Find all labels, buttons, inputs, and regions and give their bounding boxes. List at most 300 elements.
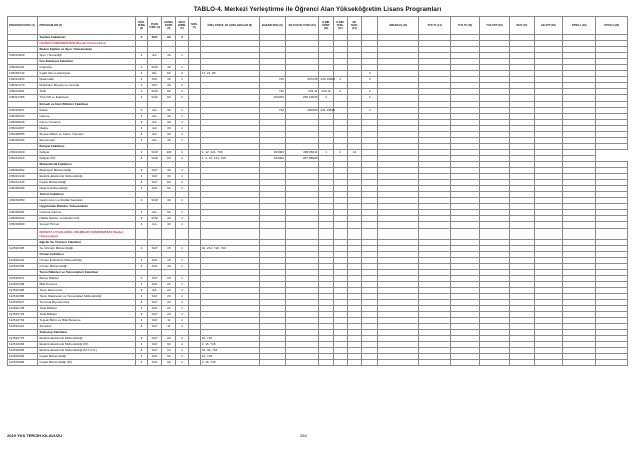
program-code-cell: 112510224 [8,257,38,263]
table-cell: 1 [176,299,188,305]
table-cell: SAY [148,263,162,269]
table-cell: 16, 718 [200,354,259,360]
table-cell: 367236 [285,77,318,83]
program-name-cell: Elektrik-Elektronik Mühendisliği (İÖ) [38,342,135,348]
table-cell: 1 [176,222,188,228]
program-code-cell: 105290099 [8,222,38,228]
program-code-cell: 112510732 [8,318,38,324]
column-header: KPSS-2 (20) [596,17,628,35]
table-cell: 60 [162,89,176,95]
table-cell: 15 [162,257,176,263]
program-name-cell: Gastronomi ve Mutfak Sanatları [38,198,135,204]
table-cell: 60 [162,360,176,366]
program-name-cell: Tarla Bitkileri [38,306,135,312]
table-cell [596,143,628,149]
table-cell [200,228,259,239]
table-cell: 4 [135,336,147,342]
table-cell: 1 [176,174,188,180]
column-header: AB AYP (18) [534,17,562,35]
program-code-cell: 105210229 [8,149,38,155]
program-name-cell: İlahiyat [38,149,135,155]
table-cell: SÖZ [148,155,162,161]
table-cell: 1 [176,312,188,318]
program-name-cell: Turizm Fakültesi [38,192,135,198]
table-cell: EA [148,53,162,59]
table-cell: EA [148,107,162,113]
program-name-cell: Tarla Bitkileri [38,312,135,318]
program-name-cell: Coğrafya [38,65,135,71]
table-cell: EA [148,131,162,137]
table-cell: 4 [135,245,147,251]
program-code-cell: 112510728 [8,306,38,312]
table-cell: EA [148,125,162,131]
table-cell: 4 [135,71,147,77]
table-cell: 1 [176,263,188,269]
program-code-cell: 112510962 [8,354,38,360]
table-cell: 60 [162,342,176,348]
table-cell [596,360,628,366]
table-cell: SAY [148,180,162,186]
column-header: O.BİR. KONT. (11) [319,17,333,35]
column-header: KPSS-1 (19) [562,17,595,35]
column-header: ÖZEL KOŞUL VE AÇIKLAMALAR (8) [200,17,259,35]
table-cell [188,228,200,239]
table-cell: 4 [135,287,147,293]
column-header: TUS T1 (14) [418,17,450,35]
table-cell: 4 [135,318,147,324]
table-cell: 4 [135,198,147,204]
program-name-cell: Moleküler Biyoloji ve Genetik [38,83,135,89]
table-cell: 4 [135,348,147,354]
table-cell [362,228,378,239]
table-cell: 4 [135,342,147,348]
table-cell: 2, 16, 718 [200,360,259,366]
program-name-cell: Tarım Makineleri ve Teknolojileri Mühendisliği [38,293,135,299]
table-cell: 4 [176,149,188,155]
table-cell: 4 [135,107,147,113]
table-cell: 4 [135,263,147,269]
table-cell: 740 [259,89,285,95]
program-name-cell: Orman Endüstrisi Mühendisliği [38,257,135,263]
table-cell: 406200 [259,95,285,101]
table-cell: 4 [135,281,147,287]
program-code-cell: 112510395 [8,287,38,293]
table-cell: 4 [135,275,147,281]
table-cell: 1 [176,83,188,89]
table-cell: 4 [135,186,147,192]
table-cell: 4 [135,299,147,305]
table-cell: 40 [162,65,176,71]
table-cell: 20 [162,281,176,287]
program-code-cell: 105210156 [8,95,38,101]
program-name-cell: Bitki Koruma [38,281,135,287]
program-name-cell: Elektrik-Elektronik Mühendisliği [38,336,135,342]
program-name-cell: Siyaset Bilimi ve Kamu Yönetimi [38,131,135,137]
table-cell: 740 [259,77,285,83]
table-cell: 230,19803 [320,77,336,82]
table-cell: SAY [148,293,162,299]
table-cell: 3 [176,35,188,41]
column-header: BAŞARI SIRA (9) [259,17,285,35]
table-cell: 2 [362,89,378,95]
table-cell: 4 [135,306,147,312]
table-cell [510,360,534,366]
column-header: PROGRAM ADI (2) [38,17,135,35]
program-name-cell: Matematik [38,77,135,83]
column-header: GENEL KONT. (5) [162,17,176,35]
program-code-cell: 105210333 [8,77,38,83]
table-cell: 4 [135,155,147,161]
table-cell: SAY [148,281,162,287]
table-cell: 1 [176,216,188,222]
table-cell [333,228,347,239]
table-cell: EA [148,210,162,216]
program-name-cell: Mühendislik Fakültesi [38,161,135,167]
table-cell: 12 [347,149,361,155]
program-code-cell: 112510846 [8,348,38,354]
table-cell: 1, 12, 121, 708 [200,149,259,155]
table-cell: 2 [176,354,188,360]
table-cell: 1 [176,293,188,299]
table-cell [562,360,595,366]
table-cell: 60 [162,180,176,186]
table-cell: 60 [162,155,176,161]
program-name-cell: Su Ürünleri Mühendisliği [38,245,135,251]
table-cell [534,360,562,366]
table-cell [319,360,333,366]
table-cell: 3 [176,71,188,77]
table-cell: SAY [148,306,162,312]
table-cell: 1 [176,306,188,312]
table-cell: 4 [135,174,147,180]
table-cell: 20 [162,287,176,293]
program-code-cell: 105210229 [8,155,38,161]
table-cell: 2 [333,77,347,83]
table-cell: 60 [162,336,176,342]
program-name-cell: ÜÇÜNCÜ ÜNİVERSİTESİ (Devlet Üniversitesi) [38,41,135,47]
table-cell: 60 [162,186,176,192]
table-cell: SÖZ [148,65,162,71]
program-name-cell: Maliye [38,125,135,131]
table-cell: 1 [176,125,188,131]
program-name-cell: Sosyal Hizmet [38,222,135,228]
table-cell: 287,08906 [285,155,318,161]
programs-table [7,16,628,366]
table-cell: 4 [135,312,147,318]
table-cell: 4 [135,257,147,263]
program-name-cell: İktisat [38,107,135,113]
table-cell: 30 [162,107,176,113]
table-cell: 4 [135,210,147,216]
table-cell: SAY [148,360,162,366]
table-cell: 1 [176,245,188,251]
program-name-cell: İktisadi ve İdari Bilimler Fakültesi [38,101,135,107]
program-name-cell: Gümrük İşletme [38,210,135,216]
table-cell [162,228,176,239]
column-header: PUAN TÜRÜ (4) [148,17,162,35]
table-cell: 1 [176,119,188,125]
table-cell: SAY [148,312,162,318]
table-cell [534,228,562,239]
table-cell: 17, 21, 89 [200,71,259,77]
program-code-cell: 105290742 [8,71,38,77]
table-cell: 4 [135,89,147,95]
column-header: YERL. (7) [188,17,200,35]
program-code-cell: 105290362 [8,168,38,174]
program-code-cell: 105210144 [8,180,38,186]
column-header: ÖĞR. SÜRE (3) [135,17,147,35]
table-cell [562,228,595,239]
table-cell: SAY [148,342,162,348]
table-cell: 30 [162,174,176,180]
table-cell: EA [148,119,162,125]
program-code-cell: 105210179 [8,83,38,89]
table-cell: 4 [135,113,147,119]
table-cell: SAY [148,299,162,305]
table-cell: 20 [162,275,176,281]
program-code-cell: 105210297 [8,125,38,131]
program-name-cell: Tarımsal Biyoteknoloji [38,299,135,305]
table-cell: 1 [176,53,188,59]
program-code-cell: 112510071 [8,275,38,281]
table-cell [479,228,509,239]
table-cell: 4 [135,149,147,155]
program-name-cell: Halkla İlişkiler ve Reklamcılık [38,216,135,222]
program-name-cell: İnşaat Mühendisliği [38,354,135,360]
column-header: PROGRAM KODU (1) [8,17,38,35]
program-name-cell: Spor Yöneticiliği [38,53,135,59]
table-cell: SAY [148,348,162,354]
table-cell [188,360,200,366]
university-row [8,228,628,239]
program-name-cell: Elektrik-Elektronik Mühendisliği [38,174,135,180]
program-name-cell: Toprak Bilimi ve Bitki Besleme [38,318,135,324]
table-cell: SAY [148,318,162,324]
table-cell: 60 [162,35,176,41]
table-cell: 2, 16, 718 [200,342,259,348]
table-cell [596,228,628,239]
table-cell: SAY [148,83,162,89]
table-cell: SÖZ [148,198,162,204]
table-cell: 1 [176,137,188,143]
table-cell: 30 [162,77,176,83]
table-cell: SAY [148,324,162,330]
program-code-cell: 112510308 [8,281,38,287]
table-cell: 60 [162,95,176,101]
table-cell [378,228,419,239]
program-code-cell: 105290343 [8,113,38,119]
table-cell: 1 [176,324,188,330]
table-cell: 4 [135,360,147,366]
table-cell: SAY [148,174,162,180]
table-cell: 2 [176,155,188,161]
table-cell: 1 [176,65,188,71]
table-cell: 14 [162,348,176,354]
table-cell: SÖZ [148,89,162,95]
program-name-cell: İnşaat Mühendisliği (İÖ) [38,360,135,366]
table-cell: 1 [176,318,188,324]
program-name-cell: Teknoloji Fakültesi [38,330,135,336]
program-code-cell: 105290049 [8,119,38,125]
program-code-cell: 105290334 [8,137,38,143]
table-cell: 2 [333,149,347,155]
program-code-cell: 112510335 [8,263,38,269]
table-cell: 30 [162,137,176,143]
table-cell [333,360,347,366]
program-name-cell: Toplam Fakülteler [38,35,135,41]
table-cell: 60 [162,354,176,360]
table-cell [418,360,450,366]
table-cell: 181006 [259,149,285,155]
program-code-cell: 105210081 [8,89,38,95]
table-cell: 234,11 [319,89,333,95]
table-cell: SÖZ [148,95,162,101]
program-code-cell: 105290291 [8,210,38,216]
table-cell: 740 [259,107,285,113]
table-cell: SAY [148,275,162,281]
table-cell: 2 [333,89,347,95]
table-cell: 2 [176,95,188,101]
program-code-cell: 105290266 [8,186,38,192]
program-code-cell: 112510386 [8,293,38,299]
program-code-cell: 112510421 [8,324,38,330]
table-cell: DİL [148,71,162,77]
column-header: O.BİR. YERL. (12) [333,17,347,35]
table-cell: 40 [162,198,176,204]
table-cell: 140 [162,149,176,155]
table-cell: 4 [135,65,147,71]
program-code-cell: 112510847 [8,299,38,305]
table-cell: 2 [362,95,378,101]
table-cell: 4 [135,77,147,83]
program-code-cell [8,228,38,239]
table-cell: SAY [148,35,162,41]
table-cell: SÖZ [148,149,162,155]
table-cell [319,228,333,239]
table-cell: 11 [162,318,176,324]
column-header [362,17,378,35]
program-name-cell: Orman Fakültesi [38,251,135,257]
table-cell: 4 [135,137,147,143]
table-cell [135,228,147,239]
table-cell [259,228,285,239]
table-cell: 1 [319,149,333,155]
program-code-cell: 105210149 [8,174,38,180]
program-code-cell: 112510393 [8,342,38,348]
table-cell: SAY [148,257,162,263]
program-name-cell: Uygulamalı Bilimler Yüksekokulu [38,204,135,210]
table-cell: 1 [176,281,188,287]
table-cell [285,360,318,366]
table-cell: 32, 231, 718, 740 [200,245,259,251]
program-name-cell: Fen-Edebiyat Fakültesi [38,59,135,65]
table-cell: 4 [135,83,147,89]
table-cell [451,228,479,239]
program-name-cell: Zootekni [38,324,135,330]
program-name-cell: Beden Eğitimi ve Spor Yüksekokulu [38,47,135,53]
program-name-cell: Elektrik-Elektronik Mühendisliği (M.T.O.K.) [38,348,135,354]
program-name-cell: Kamu Yönetimi [38,119,135,125]
column-header: ARKADAŞ (14) [378,17,419,35]
program-code-cell: 105290259 [8,198,38,204]
table-cell: 4 [362,107,378,113]
table-cell: 20 [162,293,176,299]
column-header: OKUL BİRİN. (6) [176,17,188,35]
program-code-cell: 105210047 [8,107,38,113]
table-cell [451,360,479,366]
table-header-row [8,17,628,35]
table-cell: 1 [176,287,188,293]
table-cell: 234,11 [285,89,318,95]
table-cell: 3 [362,77,378,83]
page-title: TABLO-4. Merkezi Yerleştirme ile Öğrenci Alan Yükseköğretim Lisans Programları [193,6,442,13]
table-cell: 400330 [285,107,318,113]
table-row [8,360,628,366]
table-cell: 40 [162,216,176,222]
program-name-cell: Eğirdir Su Ürünleri Fakültesi [38,239,135,245]
table-cell: 2 [319,95,333,101]
program-name-cell: ISPARTA UYGULAMALI BİLİMLER ÜNİVERSİTESİ (Devlet Üniversitesi) [38,228,135,239]
table-cell: 234300 [259,155,285,161]
table-cell: 30 [162,83,176,89]
table-cell: 6 [135,35,147,41]
table-cell: 2 [176,186,188,192]
program-name-cell: Bahçe Bitkileri [38,275,135,281]
table-cell: 1 [176,210,188,216]
program-name-cell: Tarih [38,89,135,95]
table-cell: 266,19649 [285,95,318,101]
footer-guide-title: 2019 YKS TERCİH KILAVUZU [7,433,63,438]
column-header: TUS KTP (16) [479,17,509,35]
table-cell: 2 [176,89,188,95]
table-cell: SAY [148,354,162,360]
table-cell [362,360,378,366]
program-code-cell: 105290255 [8,131,38,137]
table-cell: EA [148,113,162,119]
table-cell: 40 [162,168,176,174]
table-cell: 1 [176,257,188,263]
table-cell: 20 [162,306,176,312]
program-name-cell: Orman Mühendisliği [38,263,135,269]
table-cell: 1 [176,168,188,174]
table-cell: 20 [162,299,176,305]
table-cell [347,228,361,239]
table-cell: 4 [135,324,147,330]
program-code-cell: 112510775 [8,336,38,342]
column-header: DUS (17) [510,17,534,35]
program-code-cell: 112510723 [8,312,38,318]
table-cell: 60 [162,71,176,77]
table-cell: 4 [135,293,147,299]
table-cell [418,228,450,239]
table-cell [510,228,534,239]
program-name-cell: İşletme [38,113,135,119]
program-code-cell: 105290241 [8,65,38,71]
program-name-cell: Makine Mühendisliği [38,186,135,192]
table-body [8,35,628,366]
table-cell: 30 [162,131,176,137]
table-cell: 15 [162,245,176,251]
program-name-cell: Tarım Ekonomisi [38,287,135,293]
table-cell: SAY [148,77,162,83]
table-cell: 2 [176,180,188,186]
table-cell: 306,86011 [285,149,318,155]
program-name-cell: Tarım Bilimleri ve Teknolojileri Fakültesi [38,269,135,275]
program-code-cell: 112510325 [8,245,38,251]
table-cell [378,360,419,366]
table-cell: 4 [135,354,147,360]
table-cell: EA [148,222,162,228]
